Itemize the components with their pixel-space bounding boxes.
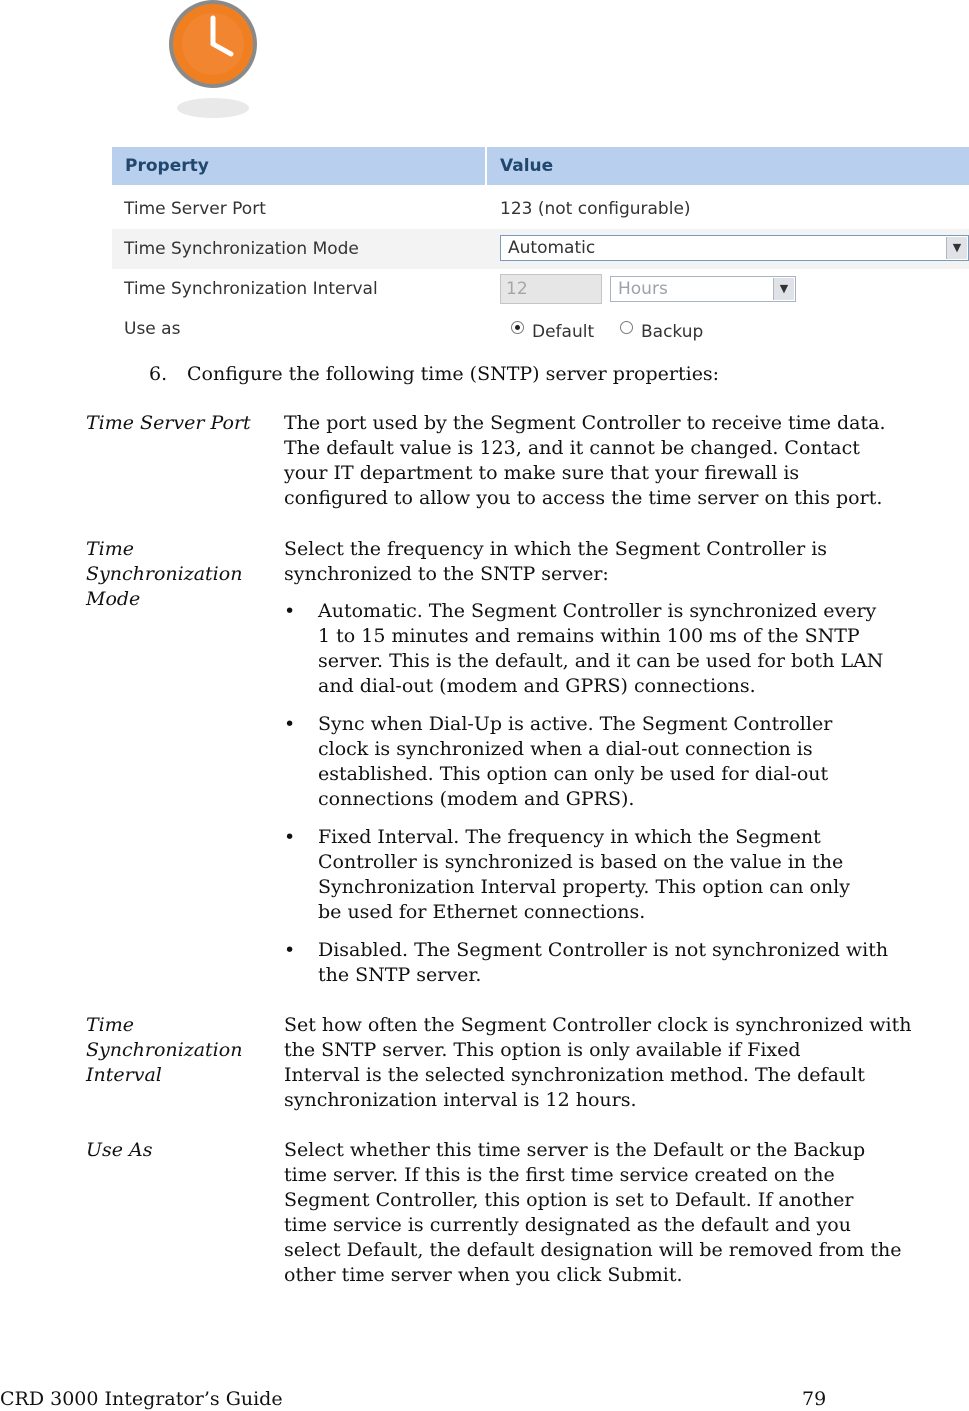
- bullet-line: connections (modem and GPRS).: [318, 788, 635, 810]
- bullet-line: Automatic. The Segment Controller is synchronized every: [318, 600, 877, 622]
- bullet-line: be used for Ethernet connections.: [318, 901, 646, 923]
- chevron-down-icon[interactable]: ▼: [946, 237, 967, 259]
- description-line: your IT department to make sure that your firewall is: [284, 462, 800, 484]
- row-label: Time Synchronization Interval: [124, 279, 378, 299]
- description-line: select Default, the default designation will be removed from the: [284, 1239, 902, 1261]
- description-line: Interval is the selected synchronization method. The default: [284, 1064, 865, 1086]
- row-label: Time Synchronization Mode: [124, 239, 359, 259]
- bullet-icon: •: [284, 826, 296, 848]
- term-use-as: Use As: [86, 1139, 153, 1161]
- description-line: Select the frequency in which the Segment Controller is: [284, 538, 828, 560]
- table-header: [112, 147, 969, 185]
- description-line: synchronization interval is 12 hours.: [284, 1089, 637, 1111]
- table-row: [112, 309, 969, 352]
- sync-mode-select[interactable]: [500, 235, 969, 261]
- description-line: synchronized to the SNTP server:: [284, 563, 609, 585]
- value-header: Value: [500, 156, 554, 176]
- time-server-properties-panel: [112, 147, 969, 352]
- interval-unit-select[interactable]: [610, 276, 796, 302]
- bullet-line: 1 to 15 minutes and remains within 100 ms of the SNTP: [318, 625, 860, 647]
- bullet-icon: •: [284, 713, 296, 735]
- description-line: configured to allow you to access the time server on this port.: [284, 487, 883, 509]
- clock-icon: [165, 0, 261, 126]
- description-line: Select whether this time server is the Default or the Backup: [284, 1139, 866, 1161]
- bullet-line: server. This is the default, and it can be used for both LAN: [318, 650, 884, 672]
- interval-unit-value: Hours: [618, 279, 668, 299]
- row-label: Time Server Port: [124, 199, 266, 219]
- interval-input[interactable]: [500, 274, 602, 304]
- description-line: The port used by the Segment Controller to receive time data.: [284, 412, 886, 434]
- description-line: Set how often the Segment Controller clock is synchronized with: [284, 1014, 912, 1036]
- term-time-server-port: Time Server Port: [86, 412, 251, 434]
- bullet-line: established. This option can only be used for dial-out: [318, 763, 829, 785]
- term-sync-mode: Mode: [86, 588, 141, 610]
- bullet-line: Disabled. The Segment Controller is not synchronized with: [318, 939, 889, 961]
- term-sync-mode: Time: [86, 538, 135, 560]
- port-value: 123 (not configurable): [500, 199, 691, 219]
- property-header: Property: [125, 156, 209, 176]
- bullet-line: Controller is synchronized is based on the value in the: [318, 851, 844, 873]
- description-line: Segment Controller, this option is set to Default. If another: [284, 1189, 854, 1211]
- description-line: the SNTP server. This option is only available if Fixed: [284, 1039, 801, 1061]
- table-row: [112, 189, 969, 229]
- description-line: time server. If this is the first time service created on the: [284, 1164, 835, 1186]
- interval-value: 12: [506, 279, 528, 299]
- term-sync-interval: Synchronization: [86, 1039, 243, 1061]
- description-line: time service is currently designated as the default and you: [284, 1214, 851, 1236]
- bullet-line: Sync when Dial-Up is active. The Segment Controller: [318, 713, 833, 735]
- default-radio[interactable]: [511, 321, 524, 334]
- table-row: [112, 269, 969, 309]
- step-text: Configure the following time (SNTP) server properties:: [187, 363, 720, 385]
- bullet-icon: •: [284, 939, 296, 961]
- bullet-line: Fixed Interval. The frequency in which the Segment: [318, 826, 821, 848]
- bullet-line: and dial-out (modem and GPRS) connections.: [318, 675, 756, 697]
- step-number: 6.: [149, 363, 168, 385]
- sync-mode-value: Automatic: [508, 238, 596, 258]
- description-line: The default value is 123, and it cannot be changed. Contact: [284, 437, 860, 459]
- term-sync-interval: Time: [86, 1014, 135, 1036]
- row-label: Use as: [124, 319, 181, 339]
- table-row: [112, 229, 969, 269]
- term-sync-mode: Synchronization: [86, 563, 243, 585]
- bullet-line: the SNTP server.: [318, 964, 482, 986]
- bullet-icon: •: [284, 600, 296, 622]
- default-radio-label: Default: [532, 322, 595, 342]
- description-line: other time server when you click Submit.: [284, 1264, 683, 1286]
- backup-radio-label: Backup: [641, 322, 704, 342]
- bullet-line: clock is synchronized when a dial-out connection is: [318, 738, 813, 760]
- backup-radio[interactable]: [620, 321, 633, 334]
- chevron-down-icon[interactable]: ▼: [773, 278, 794, 300]
- term-sync-interval: Interval: [86, 1064, 162, 1086]
- bullet-line: Synchronization Interval property. This option can only: [318, 876, 850, 898]
- page-number: 79: [802, 1388, 827, 1410]
- footer-title: CRD 3000 Integrator’s Guide: [0, 1388, 283, 1410]
